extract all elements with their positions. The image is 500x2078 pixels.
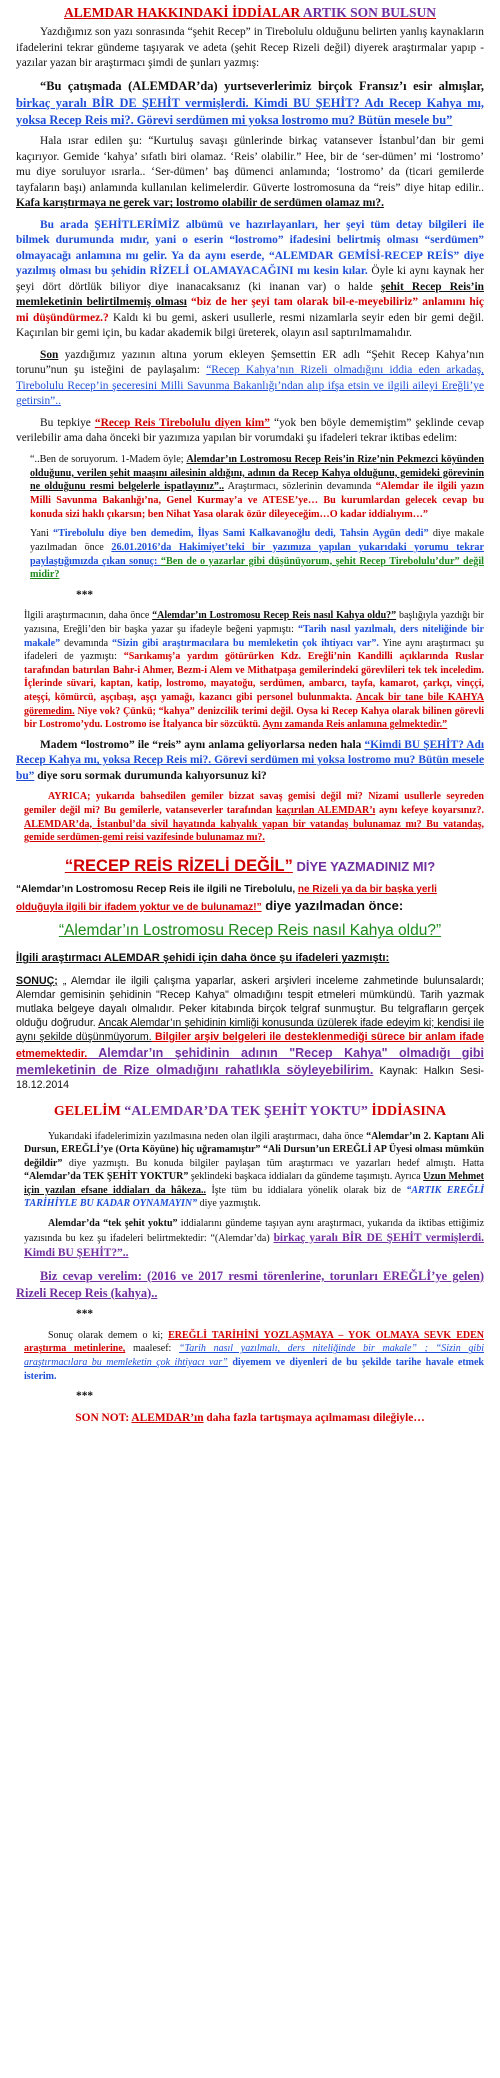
q2-c: Araştırmacı, sözlerinin devamında — [224, 481, 376, 493]
paragraph-torun-request — [16, 348, 484, 410]
claim-c: İDDİASINA — [367, 1104, 447, 1120]
sonuc-b: „ Alemdar ile ilgili çalışma yaparlar, askeri arşivleri inceleme zahmetinde bulunsalardı; Alemdar gemisinin şehidinin "Recep Kahya" olmadığını tespit etmeleri mümkündü. Tarih yazmak mutlaka belgeye dayalı olmalıdır. Peker kitabında birçok telgraf sunmuştur. Bu telgrafların gerçek olduğu doğrudur. — [16, 974, 484, 1029]
paragraph-ali-dursun — [24, 1130, 484, 1212]
claim-b: “ALEMDAR’DA TEK ŞEHİT YOKTU” — [124, 1104, 368, 1120]
q2-b: Alemdar’ın Lostromosu Recep Reis’in Rize’nin Pekmezci köyünden olduğunu, verilen şehit maaşını ailesinin aldığını, adının da Recep Kahya olduğunu, gemideki görevinin ne olduğunu resmi belgelerle ispatlayınız”.. — [30, 453, 484, 493]
paragraph-cevap: Biz cevap verelim: (2016 ve 2017 resmi törenlerine, torunları EREĞLİ’ye gelen) Rizeli Recep Reis (kahya).. — [16, 1268, 484, 1300]
sonuc-a: SONUÇ; — [16, 974, 58, 987]
title-part1: ALEMDAR HAKKINDAKİ İDDİALAR — [64, 5, 301, 20]
sonuc-c: Ancak Alemdar’ın şehidinin kimliği konusunda üzülerek ifade edeyim ki; kendisi ile aynı şekilde düşünmüyorum. — [16, 1016, 484, 1043]
s3-a: AYRICA; yukarıda bahsedilen gemiler bizzat savaş gemisi değil mi? Nizami usullerle seyreden gemiler değil mi? Bu gemilerle, vatanseverler tarafından — [24, 791, 484, 816]
q2-a: “..Ben de soruyorum. 1-Madem öyle; — [30, 453, 187, 465]
s1-b: “Alemdar’ın Lostromosu Recep Reis nasıl Kahya oldu?” — [152, 610, 397, 622]
p3-c: şehit Recep Reis’in memleketinin belirtilmemiş olması — [16, 280, 484, 309]
p4-b: yazdığımız yazının altına yorum ekleyen Şemsettin ER adlı “Şehit Recep Kahya’nın torunu”nun şu isteğini de paylaşalım: — [16, 348, 484, 377]
paragraph-sonuc-olarak — [24, 1329, 484, 1383]
s1-a: İlgili araştırmacının, daha önce — [24, 610, 153, 622]
s3-b: kaçırılan ALEMDAR’ı — [276, 804, 376, 816]
p2-b: Kafa karıştırmaya ne gerek var; lostromo olabilir de serdümen olamaz mı?. — [16, 197, 384, 210]
s2-a: Madem “lostromo” ile “reis” aynı anlama geliyorlarsa neden hala — [40, 738, 365, 751]
p5-c: “yok ben böyle dememiştim” şeklinde cevap verilebilir ama daha önceki bir yazımıza yapılan bir vorumdaki şu ifadeleri tekrar iktibas edelim: — [16, 416, 485, 445]
q3-d: 26.01.2016’da Hakimiyet’teki bir yazımıza yapılan yukarıdaki yorumu tekrar paylaştığımızda çıkan sonuç: — [30, 541, 484, 567]
s7-i: diye yazmıştık. — [197, 1198, 261, 1210]
claim-a: GELELİM — [53, 1104, 125, 1120]
title-part2: ARTIK SON BULSUN — [300, 5, 436, 20]
q3-c: diye makale yazılmadan önce — [30, 528, 484, 553]
s3-d: ALEMDAR’da, İstanbul’da sivil hayatında kahyalık yapan bir vatandaş bulunamaz mı? Bu vatandaş, gemide serdümen-gemi reisi vazifesinde bulunamaz mı?. — [24, 818, 484, 844]
paragraph-ayrica — [24, 790, 484, 844]
article-title — [16, 4, 484, 22]
p5-a: Bu tepkiye — [40, 416, 95, 429]
q3-e: “Ben de o yazarlar gibi düşünüyorum, şehit Recep Tirebolulu’dur” değil midir? — [30, 555, 484, 581]
p2-a: Hala ısrar edilen şu: “Kurtuluş savaşı günlerinde birkaç vatansever İstanbul’dan bir gemi kaçırıyor. Gemide ‘kahya’ sıfatlı biri olamaz. ‘Reis’ olabilir.” Hee, bir de ‘ser-dümen’ mi ‘lostromo’ mu diye soruluyor ısrarla.. ‘Ser-dümen’ baş dümenci anlamında; ‘lostromo’ da (ticari gemilerde tayfaların başı) anlamında kullanılan kelimelerdir. Güverte lostromosuna da “reis” diye hitap edilir.. — [16, 135, 484, 194]
paragraph-tepki — [16, 416, 484, 447]
section-heading-ifadeler: İlgili araştırmacı ALEMDAR şehidi için daha önce şu ifadeleri yazmıştı: — [16, 952, 390, 965]
sonuc-f: Kaynak: Halkın Sesi- 18.12.2014 — [16, 1064, 484, 1091]
s7-e: şeklindeki başkaca iddiaları da gündeme taşımıştı. Ayrıca — [188, 1171, 424, 1183]
s8-a: Alemdar’da “tek şehit yoktu” — [48, 1218, 178, 1230]
paragraph-lostromo-kahya — [24, 609, 484, 731]
p3-d: “biz de her şeyi tam olarak bil-e-meyebiliriz” anlamını hiç mi düşündürmez.? — [16, 296, 484, 324]
s1-e: devamında — [60, 637, 113, 649]
quote-b: birkaç yaralı BİR DE ŞEHİT vermişlerdi. Kimdi BU ŞEHİT? Adı Recep Kahya mı, yoksa Recep Reis mi?. Görevi serdümen mi yoksa lostromo mu? Bütün mesele bu” — [16, 95, 484, 127]
s7-b: “Alemdar’ın 2. Kaptanı Ali Dursun, EREĞLİ’ye (Orta Köyüne) hiç uğramamıştır” “Ali Dursun’un EREĞLİ AP Üyesi olması mümkün değildir” — [24, 1130, 484, 1169]
quote-comment-2 — [30, 527, 484, 582]
q3-a: Yani — [30, 528, 53, 540]
s7-a: Yukarıdaki ifadelerimizin yazılmasına neden olan ilgili araştırmacı, daha önce — [48, 1130, 367, 1142]
p3-e: Kaldı ki bu gemi, askeri usullerle, resmi nizamlarla seyir eden bir gemi değil. Kaçırılan bir gemi için, bu kadar akademik bilgi üreterek, olayın asıl saptırılmamalıdır. — [16, 311, 484, 340]
final-a: SON NOT: — [75, 1411, 132, 1424]
s1-c: başlığıyla yazdığı bir yazısına, Ereğli’den bir başka yazar şu ifadeyle beğeni yapmıştı: — [24, 610, 484, 636]
s1-d: “Tarih nasıl yazılmalı, ders niteliğinde bir makale” — [24, 624, 484, 649]
paragraph-son-not — [16, 1411, 484, 1427]
separator-stars-2: *** — [76, 1308, 94, 1321]
s8-c: birkaç yaralı BİR DE ŞEHİT vermişlerdi. Kimdi BU ŞEHİT?”.. — [24, 1231, 484, 1260]
paragraph-tek-sehit-yoktu — [24, 1217, 484, 1262]
s2-c: diye soru sormak durumunda kalıyorsunuz ki? — [34, 769, 267, 782]
separator-stars-3: *** — [76, 1390, 94, 1403]
paragraph-ifadem-yoktur — [16, 883, 484, 914]
s7-d: “Alemdar’da TEK ŞEHİT YOKTUR” — [24, 1171, 189, 1183]
s7-c: diye yazmıştı. Bu konuda bilgiler paylaşan tüm araştırmacı ve yazarları hedef almıştı. Hatta — [62, 1157, 484, 1169]
q2-d: “Alemdar ile ilgili yazın Milli Savunma Bakanlığı’na, Genel Kurmay’a ve ATESE’ye… Bu kurumlardan gelecek cevap bu konuda sizi haklı çıkarsın; ben Nihat Yasa olarak özür dileyeceğim…O kadar iddialıyım…” — [30, 481, 484, 520]
s4-b: ne Rizeli ya da bir başka yerli olduğuyla ilgili bir ifadem yoktur ve de bulunamaz!” — [16, 884, 437, 913]
quote-a: “Bu çatışmada (ALEMDAR’da) yurtseverlerimiz birçok Fransız’ı esir almışlar, — [40, 78, 484, 93]
headline-tek-sehit — [16, 1102, 484, 1121]
sonuc-e: Alemdar’ın şehidinin adının "Recep Kahya" olmadığı gibi memleketinin de Rize olmadığını rahatlıkla söyleyebilirim. — [16, 1045, 484, 1077]
headline-kahya-oldu: “Alemdar’ın Lostromosu Recep Reis nasıl Kahya oldu?” — [58, 922, 442, 940]
p3-b: Öyle ki aynı kaynak her şeyi dört dörtlük biliyor diye inanacaksanız (ki inanan var) o halde — [16, 265, 484, 293]
paragraph-kahya-reis — [16, 134, 484, 212]
quote-comment-1 — [30, 453, 484, 521]
separator-stars-1: *** — [76, 588, 94, 601]
s10-e: diyemem ve diyenleri de bu şekilde tarihe havale etmek isterim. — [24, 1357, 484, 1382]
headline-rizeli-degil — [16, 855, 484, 877]
s10-b: EREĞLİ TARİHİNİ YOZLAŞMAYA – YOK OLMAYA SEVK EDEN araştırma metinlerine, — [24, 1329, 484, 1355]
paragraph-intro: Yazdığımız son yazı sonrasında “şehit Recep” in Tirebolulu olduğunu belirten yanlış kaynakların ifadelerini tekrar gündeme taşıyarak ve adeta (şehit Recep Rizeli değil) diyerek araştırmalar yapıp - yazılar yazan bir araştırmacı şimdi de şunları yazmış: — [16, 26, 484, 70]
s1-h: “Sarıkamış’a yardım götürürken Kdz. Ereğli’nin Kandilli açıklarında Ruslar tarafından batırılan Bahr-i Ahmer, Bezm-i Alem ve Mithatpaşa gemilerindeki görevlileri tek tek inceledim. İçlerinde süvari, kaptan, katip, lostromo, mayatoğu, serdümen, ambarcı, tayfa, kamarot, çarkçı, vinççi, ateşçi, kömürcü, aşçıbaşı, aşçı yamağı, kazancı gibi personel bulunmakta. — [24, 651, 484, 704]
s8-b: iddialarını gündeme taşıyan aynı araştırmacı, yukarıda da iktibas ettiğimiz yazısında bu kez şu ifadeleri belirtmektedir: “(Alemdar’da) — [24, 1218, 485, 1244]
headline-big: “RECEP REİS RİZELİ DEĞİL” — [64, 856, 293, 875]
s7-g: İşte tüm bu iddialara yönelik olarak biz de — [206, 1184, 407, 1196]
paragraph-sonuc — [16, 975, 484, 1093]
p3-a: Bu arada ŞEHİTLERİMİZ albümü ve hazırlayanları, her şeyi tüm detay bilgileri ile bilmek durumunda mıdır, yani o eserin “lostromo” ifadesini belirtmiş olması “serdümen” olmayacağı anlamına mı gelir. Ya da aynı eserde, “ALEMDAR GEMİSİ-RECEP REİS” diye yazılmış olması bu şehidin RİZELİ OLAMAYACAĞINI mı kesin kılar. — [16, 218, 484, 278]
p4-c: “Recep Kahya’nın Rizeli olmadığını iddia eden arkadaş, Tirebolulu Recep’in şeceresini Milli Savunma Bakanlığı’ndan alıp ifşa etsin ve ilgili aileyi Ereğli’ye getirsin”.. — [16, 364, 484, 408]
s1-g: Yine aynı araştırmacı şu ifadeleri de yazmıştı: — [24, 637, 485, 663]
s1-j: Niye vok? Çünkü; “kahya” denizcilik terimi değil. Oysa ki Recep Kahya olarak bilinen görevli bir Lostromo’ydu. Lostromo ise İtalyanca bir sözcüktü. — [24, 705, 484, 731]
s3-c: aynı kefeye koyarsınız?. — [375, 804, 484, 816]
q3-b: “Tirebolulu diye ben demedim, İlyas Sami Kalkavanoğlu dedi, Tahsin Aygün dedi” — [53, 528, 429, 540]
s4-c: diye yazılmadan önce: — [261, 897, 404, 913]
s10-c: maalesef: — [125, 1343, 180, 1355]
p5-b: “Recep Reis Tirebolulu diyen kim” — [94, 416, 270, 429]
s1-f: “Sizin gibi araştırmacılara bu memleketin çok ihtiyacı var”. — [112, 637, 379, 649]
s4-a: “Alemdar’ın Lostromosu Recep Reis ile ilgili ne Tirebolulu, — [16, 884, 298, 896]
p4-a: Son — [40, 348, 59, 361]
paragraph-madem-lostromo — [16, 738, 484, 785]
quote-alemdar-battle — [16, 78, 484, 129]
s10-a: Sonuç olarak demem o ki; — [48, 1329, 169, 1341]
paragraph-sehitlerimiz — [16, 218, 484, 342]
final-c: daha fazla tartışmaya açılmaması dileğiyle… — [203, 1411, 425, 1424]
s10-d: “Tarih nasıl yazılmalı, ders niteliğinde bir makale” ; “Sizin gibi araştırmacılara bu memleketin çok ihtiyacı var” — [24, 1343, 484, 1369]
sonuc-d: Bilgiler arşiv belgeleri ile desteklenmediği sürece bir anlam ifade etmemektedir. — [16, 1030, 484, 1060]
s7-h: “ARTIK EREĞLİ TARİHİYLE BU KADAR OYNAMAYIN” — [24, 1184, 484, 1210]
s1-k: Aynı zamanda Reis anlamına gelmektedir.” — [262, 719, 448, 731]
s1-i: Ancak bir tane bile KAHYA göremedim. — [24, 692, 484, 717]
s7-f: Uzun Mehmet için yazılan efsane iddiaları da hâkeza.. — [24, 1171, 484, 1196]
final-b: ALEMDAR’ın — [131, 1411, 204, 1424]
headline-rest: DİYE YAZMADINIZ MI? — [292, 858, 436, 874]
s2-b: “Kimdi BU ŞEHİT? Adı Recep Kahya mı, yoksa Recep Reis mi?. Görevi serdümen mi yoksa lostromo mu? Bütün mesele bu” — [16, 738, 484, 782]
